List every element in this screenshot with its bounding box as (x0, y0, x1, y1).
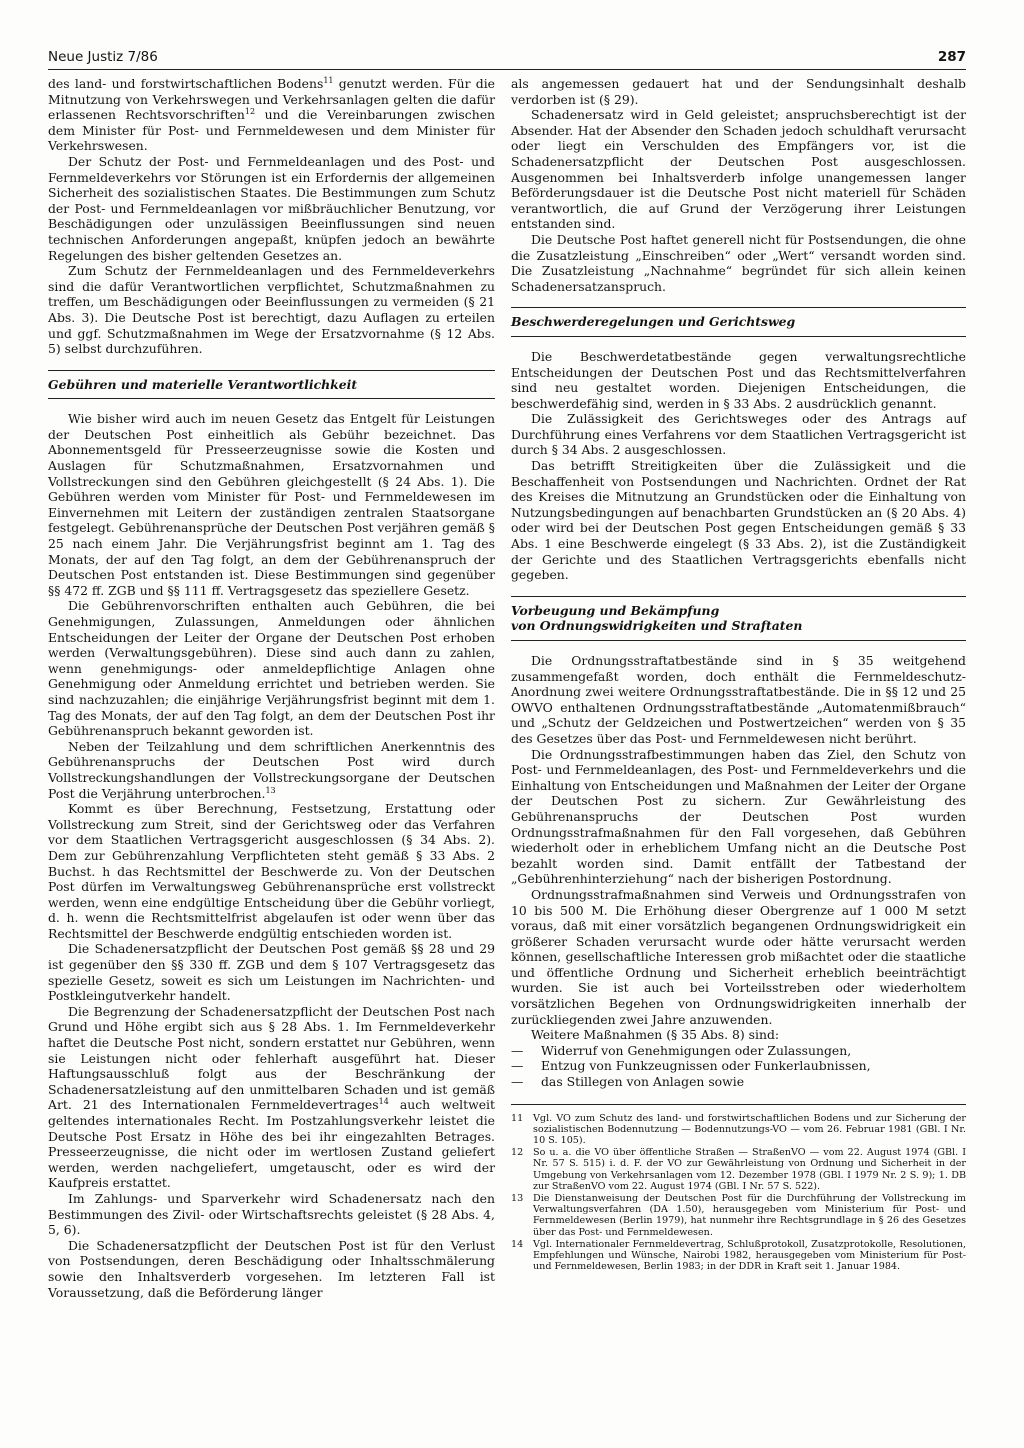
paragraph: Die Schadenersatzpflicht der Deutschen Post ist für den Verlust von Postsendungen, deren Beschädigung oder Inhaltsschmälerung sowie den Inhaltsverderb vorgesehen. Im letzteren Fall ist Voraussetzung, daß die Beförderung länger (48, 1237, 495, 1300)
paragraph: Schadenersatz wird in Geld geleistet; anspruchsberechtigt ist der Absender. Hat der Absender den Schaden jedoch schuldhaft verursacht oder liegt ein Verschulden des Empfängers vor, ist die Schadenersatzpflicht der Deutschen Post ausgeschlossen. Ausgenommen bei Inhaltsverderb infolge unangemessen langer Beförderungsdauer ist die Deutsche Post nicht materiell für Schäden verantwortlich, die auf Grund der Verzögerung ihrer Leistungen entstanden sind. (511, 107, 966, 232)
paragraph: Der Schutz der Post- und Fernmeldeanlagen und des Post- und Fernmeldeverkehrs vor Störungen ist ein Erfordernis der allgemeinen Sicherheit des sozialistischen Staates. Die Bestimmungen zum Schutz der Post- und Fernmeldeanlagen vor mißbräuchlicher Benutzung, vor Beschädigungen oder unzulässigen Beeinflussungen sind neuen technischen Anforderungen angepaßt, knüpfen jedoch an bewährte Regelungen des bisher geltenden Gesetzes an. (48, 153, 495, 263)
paragraph: als angemessen gedauert hat und der Sendungsinhalt deshalb verdorben ist (§ 29). (511, 76, 966, 107)
paragraph: Ordnungsstrafmaßnahmen sind Verweis und Ordnungsstrafen von 10 bis 500 M. Die Erhöhung dieser Obergrenze auf 1 000 M setzt voraus, daß mit einer vorsätzlich begangenen Ordnungswidrigkeit ein größerer Schaden verursacht wurde oder hätte verursacht werden können, gesellschaftliche Interessen grob mißachtet oder die staatliche und öffentliche Ordnung und Sicherheit erheblich beeinträchtigt wurden. Sie ist auch bei Vorteilsstreben oder wiederholtem vorsätzlichen Begehen von Ordnungswidrigkeiten innerhalb der zurückliegenden zwei Jahre anzuwenden. (511, 886, 966, 1027)
paragraph: Die Ordnungsstrafbestimmungen haben das Ziel, den Schutz von Post- und Fernmeldeanlagen, des Post- und Fernmeldeverkehrs und die Einhaltung von Entscheidungen und Maßnahmen der Leiter der Organe der Deutschen Post zu sichern. Zur Gewährleistung des Gebührenanspruchs der Deutschen Post wurden Ordnungsstrafmaßnahmen für den Fall vorgesehen, daß Gebühren wiederholt oder in erheblichem Umfang nicht an die Deutsche Post bezahlt worden sind. Damit entfällt der Tatbestand der „Gebührenhinterziehung“ nach der bisherigen Postordnung. (511, 746, 966, 887)
paragraph: Neben der Teilzahlung und dem schriftlichen Anerkenntnis des Gebührenanspruchs der Deutschen Post wird durch Vollstreckungshandlungen der Vollstreckungsorgane der Deutschen Post die Verjährung unterbrochen.$^{13}$ (48, 738, 495, 801)
footnote-number: 11 (511, 1112, 524, 1124)
footnote: 11 Vgl. VO zum Schutz des land- und forstwirtschaftlichen Bodens und zur Sicherung der sozialistischen Bodennutzung — Bodennutzungs-VO — vom 26. Februar 1981 (GBl. I Nr. 10 S. 105). (511, 1112, 966, 1147)
paragraph: Zum Schutz der Fernmeldeanlagen und des Fernmeldeverkehrs sind die dafür Verantwortlichen verpflichtet, Schutzmaßnahmen zu treffen, um Beschädigungen oder Beeinflussungen zu vermeiden (§ 21 Abs. 3). Die Deutsche Post ist berechtigt, dazu Auflagen zu erteilen und ggf. Schutzmaßnahmen im Wege der Ersatzvornahme (§ 12 Abs. 5) selbst durchzuführen. (48, 263, 495, 357)
footnote: 14 Vgl. Internationaler Fernmeldevertrag, Schlußprotokoll, Zusatzprotokolle, Resolutionen, Empfehlungen und Wünsche, Nairobi 1982, herausgegeben vom Ministerium für Post- und Fernmeldewesen, Berlin 1983; in der DDR in Kraft seit 1. Januar 1984. (511, 1238, 966, 1273)
footnote-rule (511, 1104, 966, 1105)
section-heading-line: Vorbeugung und Bekämpfung (511, 602, 720, 618)
footnote: 12 So u. a. die VO über öffentliche Straßen — StraßenVO — vom 22. August 1974 (GBl. I Nr. 57 S. 515) i. d. F. der VO zur Gewährleistung von Ordnung und Sicherheit in der Umgebung von Verkehrsanlagen vom 12. Dezember 1978 (GBl. I 1979 Nr. 2 S. 9); 1. DB zur StraßenVO vom 22. August 1974 (GBl. I Nr. 57 S. 522). (511, 1147, 966, 1192)
list-item: — Widerruf von Genehmigungen oder Zulassungen, (511, 1042, 852, 1058)
footnote-number: 12 (511, 1147, 524, 1159)
section-heading-line: von Ordnungswidrigkeiten und Straftaten (511, 618, 803, 634)
header-rule (48, 69, 966, 70)
paragraph: Die Zulässigkeit des Gerichtsweges oder des Antrags auf Durchführung eines Verfahrens vor dem Staatlichen Vertragsgericht ist durch § 34 Abs. 2 ausgeschlossen. (511, 411, 966, 458)
journal-issue-label: Neue Justiz 7/86 (48, 49, 158, 65)
footnote-number: 13 (511, 1193, 524, 1205)
right-column (511, 76, 966, 1273)
list-item: — das Stillegen von Anlagen sowie (511, 1074, 745, 1090)
paragraph: Im Zahlungs- und Sparverkehr wird Schadenersatz nach den Bestimmungen des Zivil- oder Wirtschaftsrechts geleistet (§ 28 Abs. 4, 5, 6). (48, 1190, 495, 1238)
paragraph: Die Begrenzung der Schadenersatzpflicht der Deutschen Post nach Grund und Höhe ergibt sich aus § 28 Abs. 1. Im Fernmeldeverkehr haftet die Deutsche Post nicht, sondern erstattet nur Gebühren, wenn sie Leistungen nicht oder fehlerhaft ausgeführt hat. Dieser Haftungsausschluß folgt aus der Beschränkung der Schadenersatzleistung auf den unmittelbaren Schaden und ist gemäß Art. 21 des Internationalen Fernmeldevertrages$^{14}$ auch weltweit geltendes internationales Recht. Im Postzahlungsverkehr leistet die Deutsche Post Ersatz in Höhe des bei ihr eingezahlten Betrages. Presseerzeugnisse, die nicht oder im wertlosen Zustand geliefert werden, werden nachgeliefert, umgetauscht, oder es wird der Kaufpreis erstattet. (48, 1003, 495, 1191)
list-dash: — (511, 1074, 524, 1090)
footnote-ref[interactable]: 13 (265, 785, 276, 795)
paragraph: des land- und forstwirtschaftlichen Bodens$^{11}$ genutzt werden. Für die Mitnutzung von Verkehrswegen und Verkehrsanlagen gelten die dafür erlassenen Rechtsvorschriften$^{12}$ und die Vereinbarungen zwischen dem Minister für Post- und Fernmeldewesen und dem Minister für Verkehrswesen. (48, 75, 496, 154)
paragraph: Kommt es über Berechnung, Festsetzung, Erstattung oder Vollstreckung zum Streit, sind der Gerichtsweg oder das Verfahren vor dem Staatlichen Vertragsgericht ausgeschlossen (§ 34 Abs. 2). Dem zur Gebührenzahlung Verpflichteten steht gemäß § 33 Abs. 2 Buchst. h das Rechtsmittel der Beschwerde zu. Von der Deutschen Post dürfen im Verwaltungsweg Gebührenansprüche erst vollstreckt werden, wenn eine endgültige Entscheidung über die Gebühr vorliegt, d. h. wenn die Rechtsmittelfrist abgelaufen ist oder wenn über das Rechtsmittel der Beschwerde endgültig entschieden worden ist. (48, 801, 495, 941)
section-heading: Beschwerderegelungen und Gerichtsweg (511, 307, 966, 337)
paragraph: Die Deutsche Post haftet generell nicht für Postsendungen, die ohne die Zusatzleistung „Einschreiben“ oder „Wert“ versandt worden sind. Die Zusatzleistung „Nachnahme“ begründet für sich allein keinen Schadenersatzanspruch. (511, 231, 966, 294)
list-dash: — (511, 1058, 524, 1074)
paragraph: Die Schadenersatzpflicht der Deutschen Post gemäß §§ 28 und 29 ist gegenüber den §§ 330 ff. ZGB und dem § 107 Vertragsgesetz das spezielle Gesetz, soweit es sich um Leistungen im Nachrichten- und Postkleingutverkehr handelt. (48, 941, 495, 1004)
page-number: 287 (937, 49, 966, 65)
footnote: 13 Die Dienstanweisung der Deutschen Post für die Durchführung der Vollstreckung im Verwaltungsverfahren (DA 1.50), herausgegeben vom Ministerium für Post- und Fernmeldewesen (Berlin 1979), hat nunmehr ihre Rechtsgrundlage in § 26 des Gesetzes über das Post- und Fernmeldewesen. (511, 1193, 966, 1238)
paragraph: Die Beschwerdetatbestände gegen verwaltungsrechtliche Entscheidungen der Deutschen Post und das Rechtsmittelverfahren sind neu gestaltet worden. Diejenigen Entscheidungen, die beschwerdefähig sind, werden in § 33 Abs. 2 ausdrücklich genannt. (511, 348, 966, 411)
list-item: — Entzug von Funkzeugnissen oder Funkerlaubnissen, (511, 1058, 871, 1074)
footnote-ref[interactable]: 14 (378, 1097, 389, 1107)
paragraph: Weitere Maßnahmen (§ 35 Abs. 8) sind: (531, 1027, 780, 1043)
running-head (48, 47, 966, 71)
paragraph: Die Ordnungsstraftatbestände sind in § 35 weitgehend zusammengefaßt worden, doch enthält die Fernmeldeschutz-Anordnung zwei weitere Ordnungsstraftatbestände. Die in §§ 12 und 25 OWVO enthaltenen Ordnungsstraftatbestände „Automatenmißbrauch“ und „Schutz der Geldzeichen und Postwertzeichen“ werden von § 35 des Gesetzes über das Post- und Fernmeldewesen nicht berührt. (511, 653, 966, 746)
paragraph: Die Gebührenvorschriften enthalten auch Gebühren, die bei Genehmigungen, Zulassungen, Anmeldungen oder ähnlichen Entscheidungen der Leiter der Organe der Deutschen Post erhoben werden (Verwaltungsgebühren). Diese sind auch dann zu zahlen, wenn genehmigungs- oder anmeldepflichtige Anlagen ohne Genehmigung oder Anmeldung errichtet und betrieben werden. Sie sind nachzuzahlen; die einjährige Verjährungsfrist beginnt mit dem 1. Tag des Monats, der auf den Tag folgt, an dem der Deutschen Post ihr Gebührenanspruch bekannt geworden ist. (48, 598, 495, 739)
footnote-number: 14 (511, 1238, 524, 1250)
paragraph: Das betrifft Streitigkeiten über die Zulässigkeit und die Beschaffenheit von Postsendungen und Nachrichten. Ordnet der Rat des Kreises die Mitnutzung an Grundstücken oder die Einhaltung von Nutzungsbedingungen auf benachbarten Grundstücken an (§ 20 Abs. 4) oder wird bei der Deutschen Post gegen Entscheidungen gemäß § 33 Abs. 1 eine Beschwerde eingelegt (§ 33 Abs. 2), ist die Zuständigkeit der Gerichte und des Staatlichen Vertragsgerichts ebenfalls nicht gegeben. (511, 458, 966, 583)
left-column (48, 76, 495, 1300)
footnote-ref[interactable]: 12 (244, 107, 256, 117)
list-dash: — (511, 1042, 524, 1058)
measures-list (511, 1043, 966, 1090)
footnote-ref[interactable]: 11 (323, 75, 334, 85)
section-heading: Gebühren und materielle Verantwortlichkeit (48, 370, 495, 400)
paragraph: Wie bisher wird auch im neuen Gesetz das Entgelt für Leistungen der Deutschen Post einheitlich als Gebühr bezeichnet. Das Abonnementsgeld für Presseerzeugnisse sowie die Kosten und Auslagen für Schutzmaßnahmen, Ersatzvornahmen und Vollstreckungen sind den Gebühren gleichgestellt (§ 24 Abs. 1). Die Gebühren werden vom Minister für Post- und Fernmeldewesen im Einvernehmen mit Leitern der zuständigen zentralen Staatsorgane festgelegt. Gebührenansprüche der Deutschen Post verjähren gemäß § 25 nach einem Jahr. Die Verjährungsfrist beginnt am 1. Tag des Monats, der auf den Tag folgt, an dem der Gebührenanspruch der Deutschen Post entstanden ist. Diese Bestimmungen sind gegenüber §§ 472 ff. ZGB und §§ 111 ff. Vertragsgesetz das speziellere Gesetz. (48, 411, 495, 598)
section-heading (511, 596, 966, 641)
